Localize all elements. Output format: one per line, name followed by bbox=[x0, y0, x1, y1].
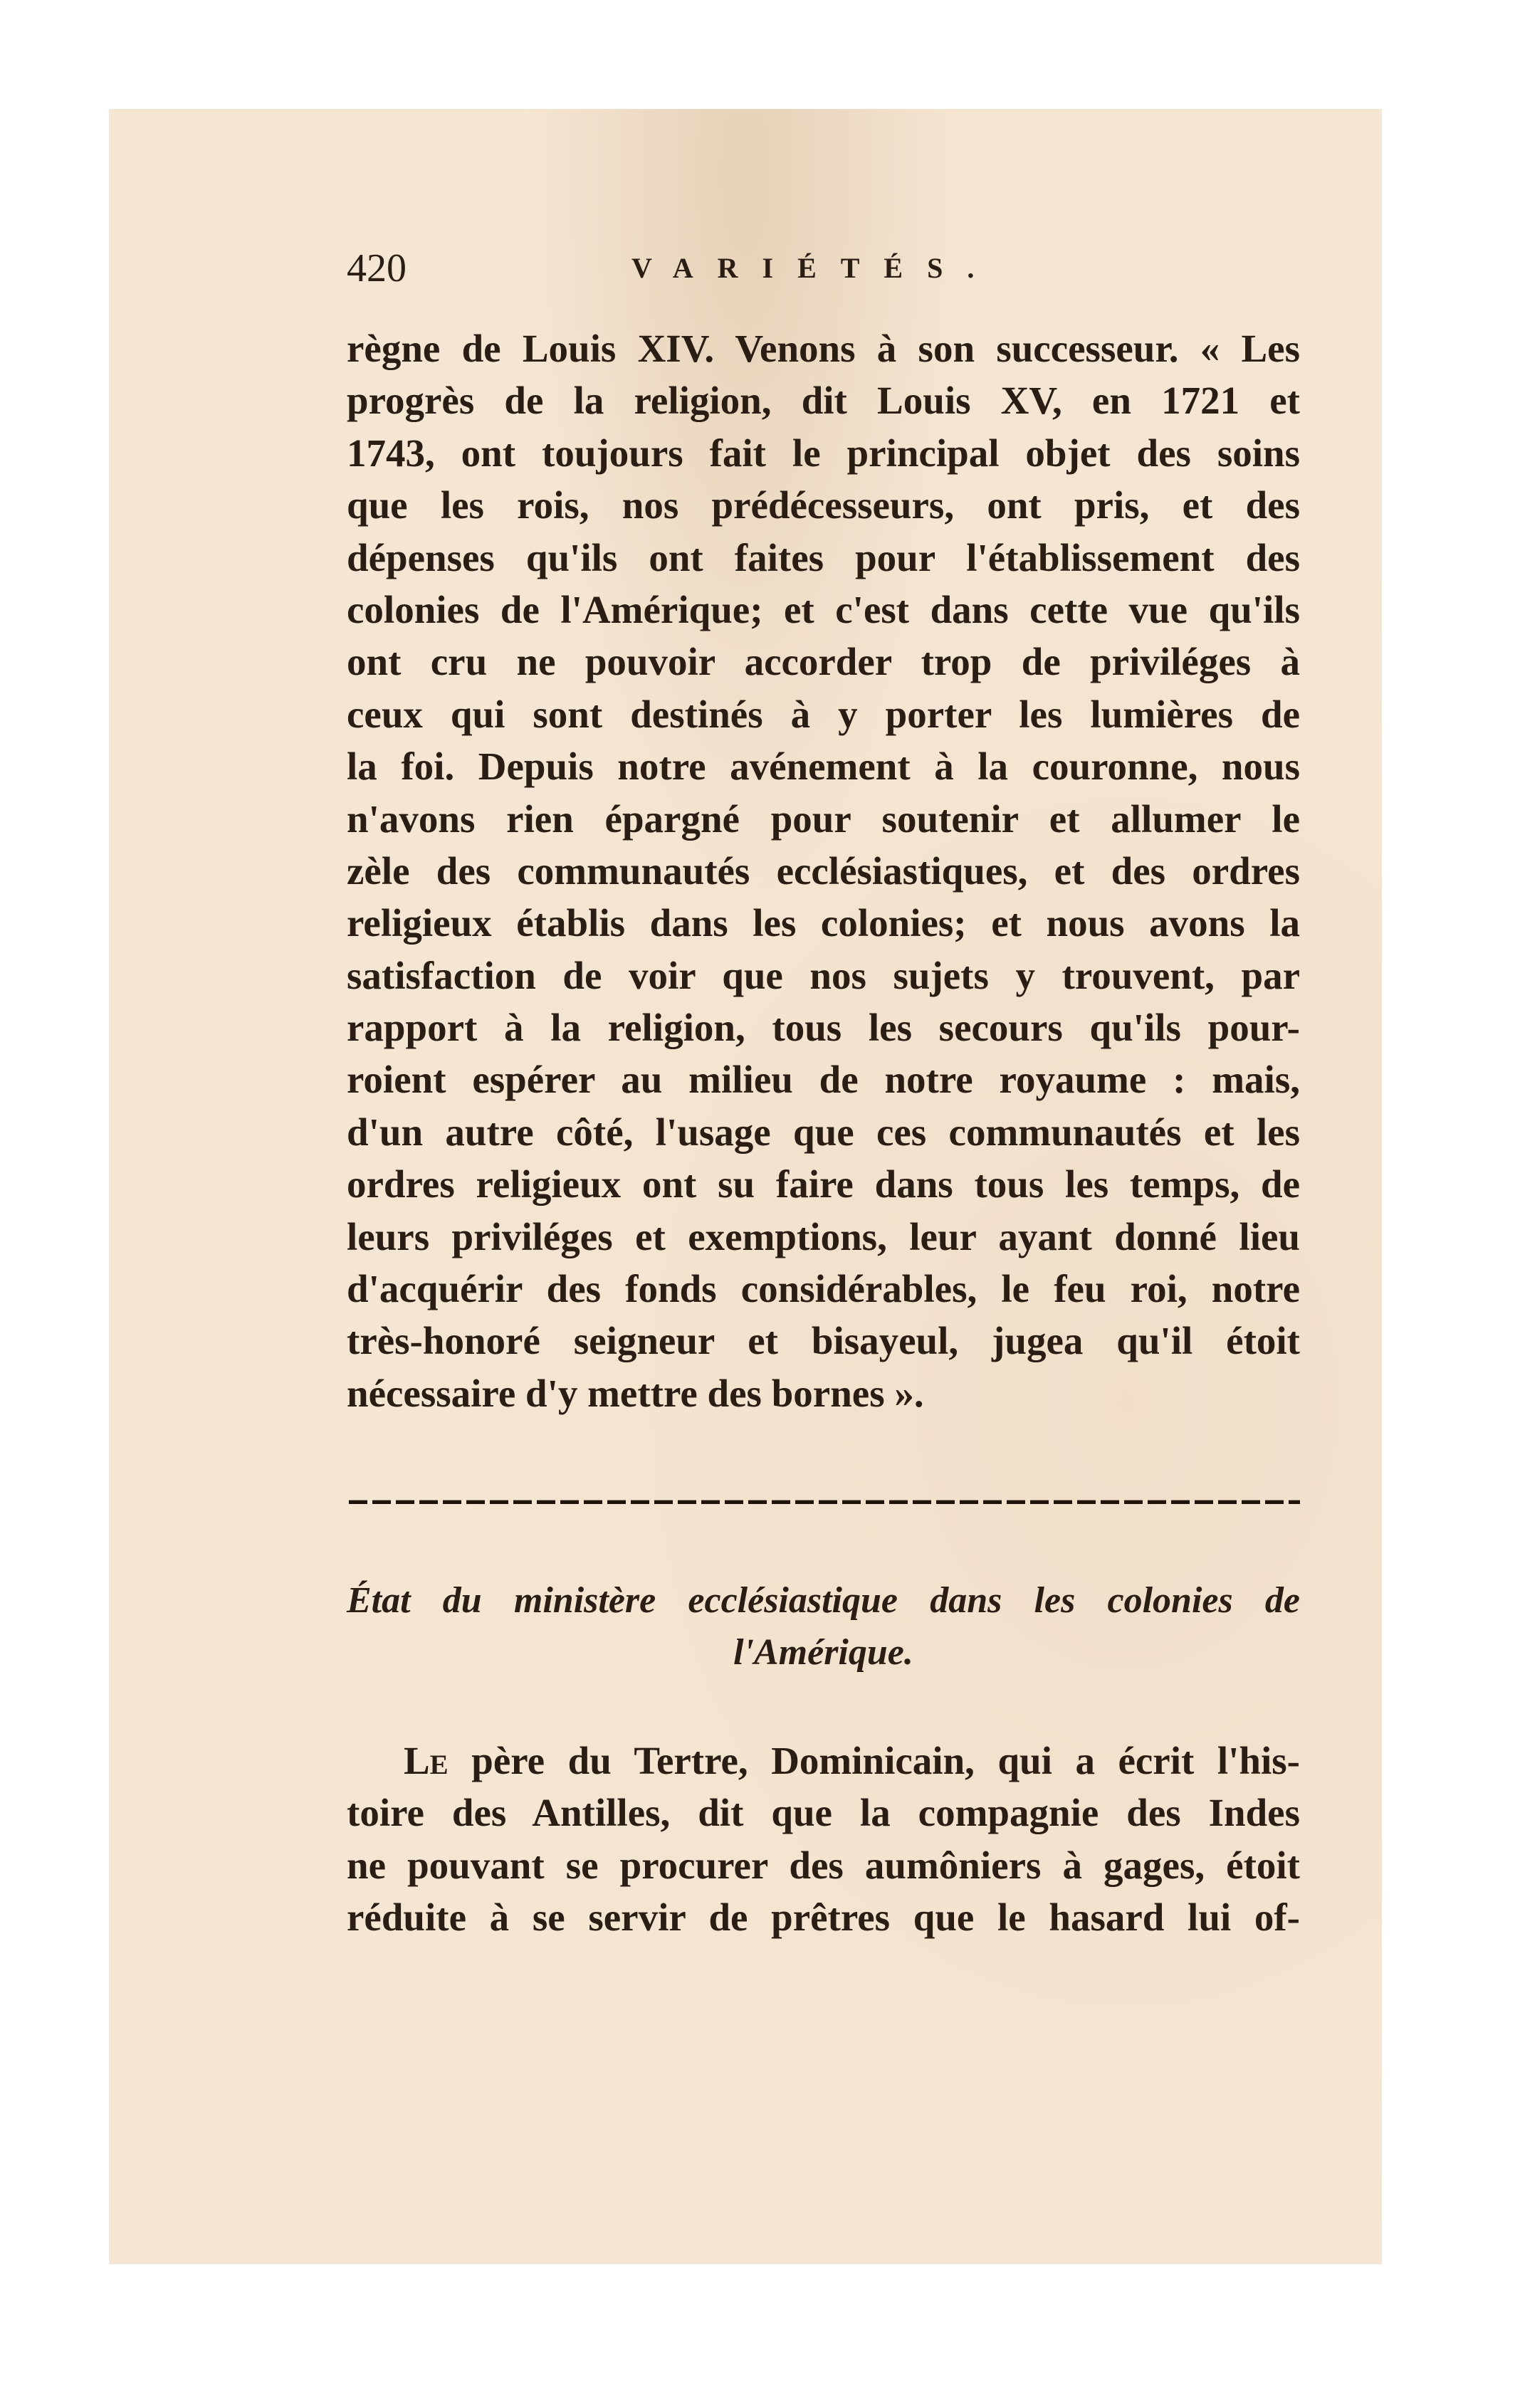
text-line: règne de Louis XIV. Venons à son successeur. « Les bbox=[347, 327, 1300, 370]
running-title: VARIÉTÉS. bbox=[631, 252, 999, 284]
text-line: d'acquérir des fonds considérables, le feu roi, notre bbox=[347, 1267, 1300, 1311]
text-line: dépenses qu'ils ont faites pour l'établissement des bbox=[347, 535, 1300, 579]
paragraph-dutertre bbox=[347, 1735, 1300, 1944]
section-title bbox=[347, 1574, 1300, 1679]
text-line: rapport à la religion, tous les secours qu'ils pour- bbox=[347, 1006, 1300, 1050]
text-line: ne pouvant se procurer des aumôniers à gages, étoit bbox=[347, 1843, 1300, 1887]
text-line: satisfaction de voir que nos sujets y trouvent, par bbox=[347, 953, 1300, 997]
text-line: que les rois, nos prédécesseurs, ont pris, et des bbox=[347, 483, 1300, 527]
text-line: nécessaire d'y mettre des bornes ». bbox=[347, 1371, 924, 1415]
text-line: 1743, ont toujours fait le principal objet des soins bbox=[347, 431, 1300, 475]
text-line: n'avons rien épargné pour soutenir et allumer le bbox=[347, 796, 1300, 841]
text-line: zèle des communautés ecclésiastiques, et des ordres bbox=[347, 848, 1300, 893]
text-line: toire des Antilles, dit que la compagnie des Indes bbox=[347, 1791, 1300, 1835]
text-line: leurs priviléges et exemptions, leur ayant donné lieu bbox=[347, 1214, 1300, 1258]
title-line: État du ministère ecclésiastique dans les colonies de bbox=[347, 1580, 1300, 1621]
text-line: ceux qui sont destinés à y porter les lumières de bbox=[347, 692, 1300, 736]
text-line-rest: père du Tertre, Dominicain, qui a écrit l'his- bbox=[448, 1739, 1300, 1782]
text-line: d'un autre côté, l'usage que ces communautés et les bbox=[347, 1110, 1300, 1154]
title-line: l'Amérique. bbox=[733, 1632, 913, 1673]
text-line: progrès de la religion, dit Louis XV, en 1721 et bbox=[347, 379, 1300, 423]
text-line: ont cru ne pouvoir accorder trop de priviléges à bbox=[347, 640, 1300, 684]
text-line: ordres religieux ont su faire dans tous les temps, de bbox=[347, 1162, 1300, 1206]
text-line: la foi. Depuis notre avénement à la couronne, nous bbox=[347, 745, 1300, 789]
text-line bbox=[347, 1735, 1300, 1787]
text-line: très-honoré seigneur et bisayeul, jugea qu'il étoit bbox=[347, 1319, 1300, 1363]
text-line: religieux établis dans les colonies; et nous avons la bbox=[347, 901, 1300, 945]
first-word: Le bbox=[404, 1739, 449, 1782]
text-line: colonies de l'Amérique; et c'est dans cette vue qu'ils bbox=[347, 587, 1300, 631]
text-line: roient espérer au milieu de notre royaume : mais, bbox=[347, 1058, 1300, 1102]
text-line: réduite à se servir de prêtres que le hasard lui of- bbox=[347, 1896, 1300, 1940]
paragraph-quote bbox=[347, 322, 1300, 1419]
running-header bbox=[347, 246, 1300, 295]
page-number: 420 bbox=[347, 246, 407, 290]
